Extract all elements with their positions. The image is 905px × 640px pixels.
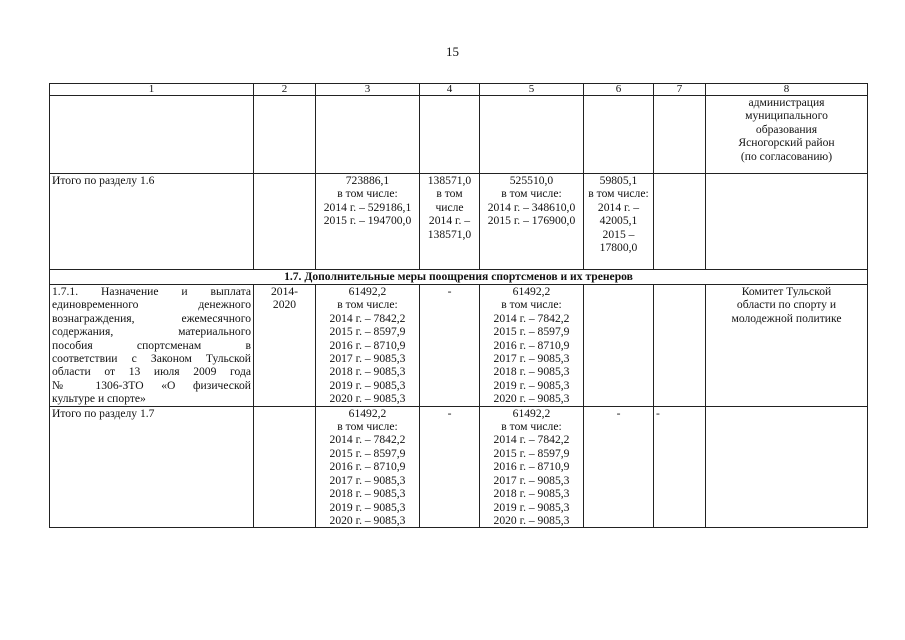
cell-line: 2016 г. – 8710,9 bbox=[493, 338, 570, 352]
cell-line: 2016 г. – 8710,9 bbox=[329, 338, 406, 352]
column-number: 8 bbox=[706, 84, 868, 96]
cell-line: 2020 bbox=[272, 298, 297, 312]
cell-line: - bbox=[656, 406, 660, 420]
column-number: 1 bbox=[50, 84, 254, 96]
amount-cell bbox=[654, 406, 706, 528]
cell-line: 2015 г. – 194700,0 bbox=[323, 214, 412, 228]
cell-line: 42005,1 bbox=[599, 214, 638, 228]
cell-line: 2014 г. – 7842,2 bbox=[493, 433, 570, 447]
amount-cell bbox=[480, 174, 584, 270]
cell-line: 2016 г. – 8710,9 bbox=[329, 460, 406, 474]
cell-line: 2019 г. – 9085,3 bbox=[329, 378, 406, 392]
table-cell bbox=[254, 406, 316, 528]
section-title: 1.7. Дополнительные меры поощрения спортсменов и их тренеров bbox=[50, 270, 868, 285]
column-number: 3 bbox=[316, 84, 420, 96]
column-number: 7 bbox=[654, 84, 706, 96]
cell-line: - bbox=[447, 406, 452, 420]
cell-line: администрация bbox=[748, 96, 825, 109]
responsible-cell bbox=[706, 285, 868, 407]
cell-line: в том числе: bbox=[501, 187, 562, 201]
cell-line: молодежной политике bbox=[731, 311, 842, 325]
cell-line: 2014 г. – bbox=[597, 200, 640, 214]
cell-line: 138571,0 bbox=[427, 174, 472, 187]
cell-line: в том числе: bbox=[501, 420, 562, 434]
table-cell bbox=[584, 96, 654, 174]
cell-line: 2015 г. – 8597,9 bbox=[493, 446, 570, 460]
table-cell bbox=[316, 96, 420, 174]
table-cell bbox=[654, 96, 706, 174]
cell-line: содержания, материального bbox=[52, 325, 251, 339]
cell-line: 2018 г. – 9085,3 bbox=[493, 487, 570, 501]
cell-line: 138571,0 bbox=[427, 227, 472, 241]
cell-line: 2015 – bbox=[602, 227, 635, 241]
amount-cell bbox=[420, 406, 480, 528]
cell-line: 2015 г. – 8597,9 bbox=[329, 446, 406, 460]
program-table bbox=[49, 83, 868, 528]
cell-line: в том числе: bbox=[337, 298, 398, 312]
cell-line: 2014 г. – bbox=[428, 214, 471, 228]
cell-line: 2014 г. – 348610,0 bbox=[487, 200, 576, 214]
cell-line: 2014 г. – 529186,1 bbox=[323, 200, 412, 214]
cell-line: 2017 г. – 9085,3 bbox=[329, 473, 406, 487]
cell-line: 61492,2 bbox=[348, 406, 387, 420]
table-row bbox=[50, 406, 868, 528]
cell-line: 2019 г. – 9085,3 bbox=[493, 378, 570, 392]
cell-line: образования bbox=[755, 122, 818, 136]
cell-line: единовременного денежного bbox=[52, 298, 251, 312]
table-row bbox=[50, 285, 868, 407]
table-cell bbox=[706, 406, 868, 528]
table-cell bbox=[654, 174, 706, 270]
cell-line: 61492,2 bbox=[348, 285, 387, 298]
cell-line: в том числе: bbox=[337, 187, 398, 201]
column-number: 5 bbox=[480, 84, 584, 96]
cell-line: 2014 г. – 7842,2 bbox=[493, 311, 570, 325]
cell-line: культуре и спорте» bbox=[52, 392, 146, 406]
amount-cell bbox=[316, 174, 420, 270]
table-row bbox=[50, 96, 868, 174]
table-cell bbox=[480, 96, 584, 174]
amount-cell bbox=[316, 285, 420, 407]
table-cell bbox=[50, 96, 254, 174]
column-number-row bbox=[50, 84, 868, 96]
table-cell bbox=[420, 96, 480, 174]
cell-line: соответствии с Законом Тульской bbox=[52, 352, 251, 366]
table-cell bbox=[706, 174, 868, 270]
table-row bbox=[50, 174, 868, 270]
cell-line: 1.7.1. Назначение и выплата bbox=[52, 285, 251, 298]
cell-line: 2014 г. – 7842,2 bbox=[329, 433, 406, 447]
cell-line: области по спорту и bbox=[736, 298, 837, 312]
cell-line: 2019 г. – 9085,3 bbox=[493, 500, 570, 514]
cell-line: в том bbox=[436, 187, 463, 201]
amount-cell bbox=[480, 406, 584, 528]
cell-line: 61492,2 bbox=[512, 406, 551, 420]
cell-line: 2020 г. – 9085,3 bbox=[329, 513, 406, 527]
cell-line: 2020 г. – 9085,3 bbox=[493, 513, 570, 527]
amount-cell bbox=[316, 406, 420, 528]
table-cell bbox=[254, 96, 316, 174]
cell-line: 2018 г. – 9085,3 bbox=[329, 365, 406, 379]
cell-line: Ясногорский район bbox=[738, 136, 835, 150]
cell-line: 2015 г. – 176900,0 bbox=[487, 214, 576, 228]
cell-line: пособия спортсменам в bbox=[52, 338, 251, 352]
cell-line: числе bbox=[435, 200, 464, 214]
cell-line: в том числе: bbox=[501, 298, 562, 312]
amount-cell bbox=[584, 406, 654, 528]
cell-line: 2015 г. – 8597,9 bbox=[329, 325, 406, 339]
column-number: 4 bbox=[420, 84, 480, 96]
table-cell bbox=[584, 285, 654, 407]
cell-line: вознаграждения, ежемесячного bbox=[52, 311, 251, 325]
cell-line: 2018 г. – 9085,3 bbox=[329, 487, 406, 501]
column-number: 2 bbox=[254, 84, 316, 96]
cell-line: - bbox=[616, 406, 621, 420]
cell-line: в том числе: bbox=[337, 420, 398, 434]
cell-line: 2018 г. – 9085,3 bbox=[493, 365, 570, 379]
cell-line: 2014- bbox=[270, 285, 299, 298]
column-number: 6 bbox=[584, 84, 654, 96]
cell-line: муниципального bbox=[745, 109, 828, 123]
cell-line: 2019 г. – 9085,3 bbox=[329, 500, 406, 514]
cell-line: области от 13 июля 2009 года bbox=[52, 365, 251, 379]
amount-cell bbox=[480, 285, 584, 407]
cell-line: 2015 г. – 8597,9 bbox=[493, 325, 570, 339]
table-cell bbox=[654, 285, 706, 407]
cell-line: 2017 г. – 9085,3 bbox=[493, 352, 570, 366]
row-label: Итого по разделу 1.6 bbox=[50, 174, 254, 270]
cell-line: № 1306-ЗТО «О физической bbox=[52, 378, 251, 392]
amount-cell bbox=[420, 174, 480, 270]
period-cell bbox=[254, 285, 316, 407]
section-header-row bbox=[50, 270, 868, 285]
amount-cell bbox=[420, 285, 480, 407]
cell-line: 2020 г. – 9085,3 bbox=[493, 392, 570, 406]
cell-line: 17800,0 bbox=[599, 241, 638, 255]
cell-line: 2017 г. – 9085,3 bbox=[329, 352, 406, 366]
cell-line: 61492,2 bbox=[512, 285, 551, 298]
cell-line: 525510,0 bbox=[509, 174, 554, 187]
cell-line: в том числе: bbox=[588, 187, 649, 201]
cell-line: 2020 г. – 9085,3 bbox=[329, 392, 406, 406]
cell-line: 2017 г. – 9085,3 bbox=[493, 473, 570, 487]
cell-line: - bbox=[447, 285, 452, 298]
cell-line: Комитет Тульской bbox=[741, 285, 832, 298]
row-label: Итого по разделу 1.7 bbox=[50, 406, 254, 528]
cell-line: 2014 г. – 7842,2 bbox=[329, 311, 406, 325]
cell-line: 59805,1 bbox=[599, 174, 638, 187]
table-cell bbox=[254, 174, 316, 270]
cell-line: 2016 г. – 8710,9 bbox=[493, 460, 570, 474]
page-number: 15 bbox=[446, 44, 459, 59]
responsible-cell bbox=[706, 96, 868, 174]
cell-line: (по согласованию) bbox=[740, 149, 833, 163]
cell-line: 723886,1 bbox=[345, 174, 390, 187]
amount-cell bbox=[584, 174, 654, 270]
measure-description bbox=[50, 285, 254, 407]
